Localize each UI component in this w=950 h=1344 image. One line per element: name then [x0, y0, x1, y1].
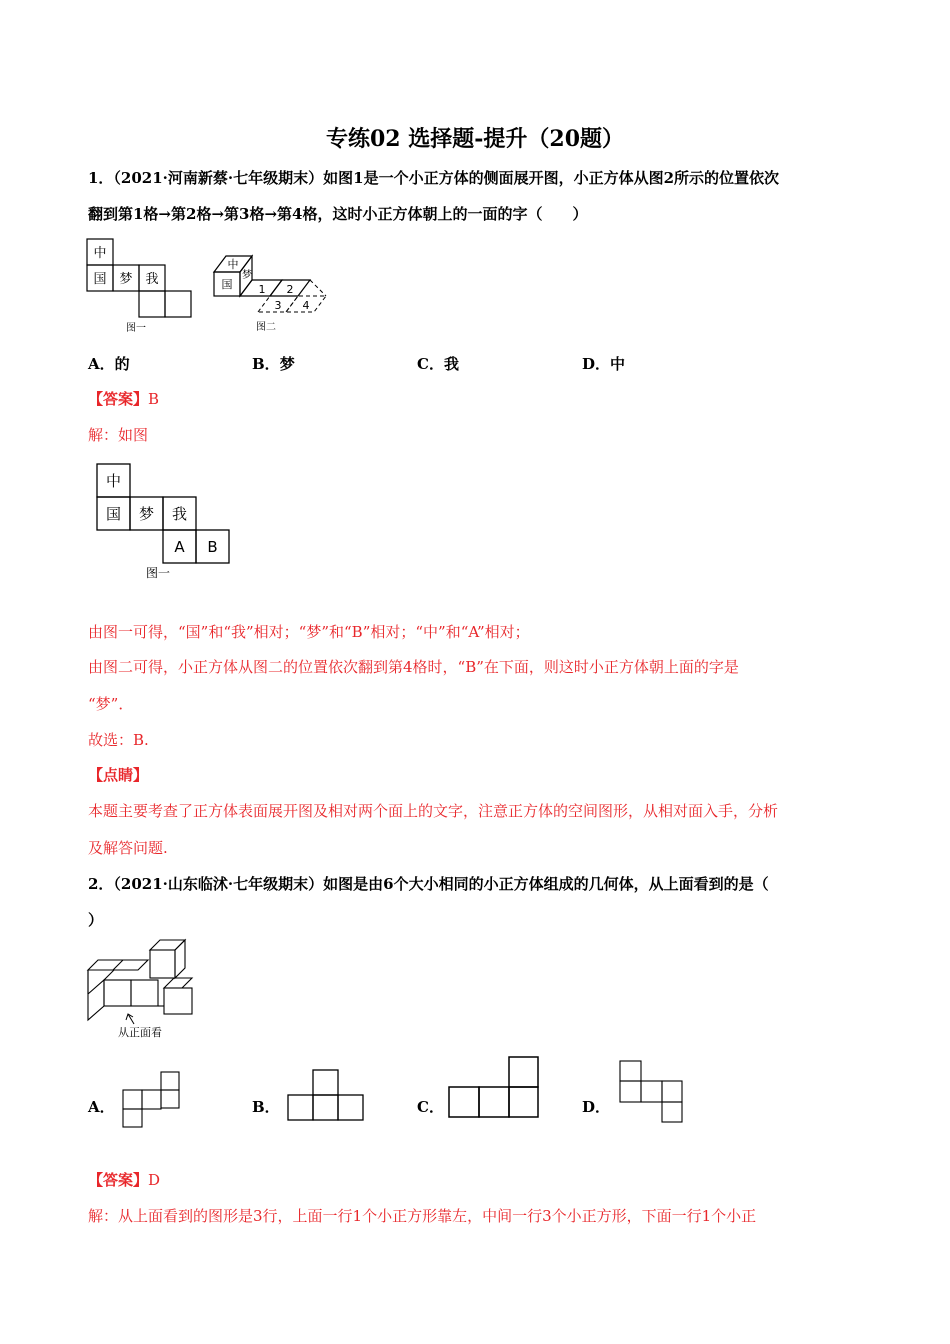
q1-line1: 1．（2021·河南新蔡·七年级期末）如图1是一个小正方体的侧面展开图，小正方体从图2所示的位置依次	[88, 169, 780, 187]
q2-option-a-shape	[121, 1071, 181, 1129]
sol-fig-caption: 图一	[145, 566, 171, 580]
sol-cell-b: B	[207, 538, 218, 556]
q2-option-d-label: D．	[582, 1098, 611, 1116]
q1-explain-4: 故选：B.	[88, 731, 149, 749]
sol-cell-guo: 国	[105, 505, 122, 523]
q1-option-d: D．中	[582, 355, 626, 373]
q1-explain-3: “梦”．	[88, 695, 134, 713]
page-title: 专练02 选择题-提升（20题）	[325, 126, 625, 152]
q1-explain-2: 由图二可得，小正方体从图二的位置依次翻到第4格时，“B”在下面，则这时小正方体朝上面的字是	[88, 658, 739, 676]
q2-option-b-label: B．	[252, 1098, 280, 1116]
sol-cell-wo: 我	[171, 505, 188, 523]
q2-option-c-label: C．	[417, 1098, 444, 1116]
fig2-num-1: 1	[258, 283, 266, 296]
q1-line2: 翻到第1格→第2格→第3格→第4格，这时小正方体朝上的一面的字（ ）	[88, 205, 588, 223]
q2-option-a-label: A．	[88, 1098, 115, 1116]
q2-option-c-shape	[447, 1055, 541, 1119]
q2-figure-caption: 从正面看	[118, 1026, 162, 1039]
q2-option-b-shape	[286, 1069, 366, 1121]
fig2-face-meng: 梦	[242, 270, 252, 281]
sol-cell-meng: 梦	[138, 505, 155, 523]
q1-text	[88, 160, 868, 232]
q2-line1: 2．（2021·山东临沭·七年级期末）如图是由6个大小相同的小正方体组成的几何体，从上面看到的是（	[88, 875, 769, 893]
fig1-caption: 图一	[126, 323, 146, 334]
fig2-face-guo: 国	[221, 278, 233, 291]
sol-cell-a: A	[174, 538, 185, 556]
q1-option-b: B．梦	[252, 355, 295, 373]
q1-comment-tag: 【点睛】	[88, 766, 149, 784]
fig2-caption: 图二	[256, 322, 276, 333]
q2-solution: 解：从上面看到的图形是3行，上面一行1个小正方形靠左，中间一行3个小正方形，下面一行1个小正	[88, 1207, 757, 1225]
fig2-face-zhong: 中	[227, 258, 239, 271]
fig1-cell-guo: 国	[93, 272, 107, 287]
q1-comment-1: 本题主要考查了正方体表面展开图及相对两个面上的文字，注意正方体的空间图形，从相对面入手，分析	[88, 802, 779, 820]
fig1-cell-wo: 我	[145, 272, 159, 287]
fig2-num-3: 3	[274, 299, 282, 312]
fig1-cell-zhong: 中	[93, 246, 107, 261]
q2-option-d-shape	[618, 1059, 684, 1125]
q1-figure2	[210, 250, 338, 336]
q1-figure1	[86, 238, 196, 336]
fig2-num-4: 4	[302, 299, 310, 312]
q1-answer: 【答案】B	[88, 390, 160, 408]
fig2-num-2: 2	[286, 283, 294, 296]
q2-answer: 【答案】D	[88, 1171, 161, 1189]
sol-cell-zhong: 中	[105, 472, 122, 490]
q1-solution-intro: 解：如图	[88, 426, 149, 444]
q1-option-a: A．的	[88, 355, 130, 373]
q2-figure	[84, 938, 199, 1040]
q1-option-c: C．我	[417, 355, 459, 373]
q2-line2: ）	[88, 911, 104, 929]
q2-text	[88, 866, 868, 938]
fig1-cell-meng: 梦	[119, 272, 133, 287]
q1-explain-1: 由图一可得，“国”和“我”相对；“梦”和“B”相对；“中”和“A”相对；	[88, 623, 530, 641]
q1-solution-figure	[96, 463, 231, 581]
q1-comment-2: 及解答问题.	[88, 839, 168, 857]
